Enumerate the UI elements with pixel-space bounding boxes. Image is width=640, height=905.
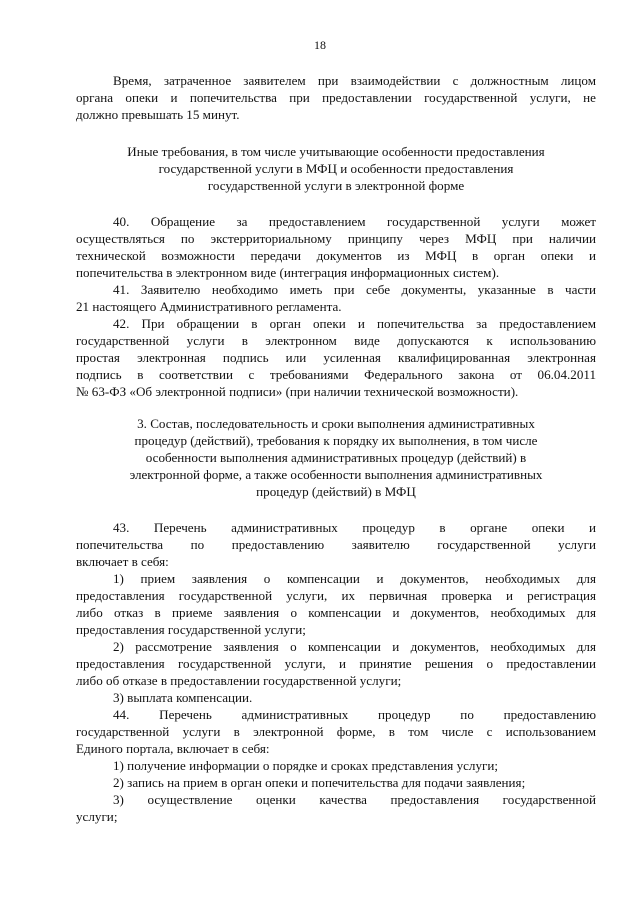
paragraph-line: подпись в соответствии с требованиями Федерального закона от 06.04.2011 (76, 367, 596, 382)
list-item-line: 2) запись на прием в орган опеки и попечительства для подачи заявления; (113, 775, 526, 790)
page-number: 18 (314, 38, 326, 52)
list-item-line: 3) выплата компенсации. (113, 690, 253, 705)
paragraph-line: технической возможности передачи документов из МФЦ в орган опеки и (76, 248, 596, 263)
paragraph-line: 43. Перечень административных процедур в органе опеки и (113, 520, 596, 535)
paragraph-line: Единого портала, включает в себя: (76, 741, 270, 756)
list-item-line: либо об отказе в предоставлении государственной услуги; (76, 673, 402, 688)
heading-line: процедур (действий) в МФЦ (256, 484, 416, 499)
heading-line: государственной услуги в МФЦ и особенности предоставления (158, 161, 514, 176)
intro-line: Время, затраченное заявителем при взаимодействии с должностным лицом (113, 73, 596, 88)
paragraph-line: 44. Перечень административных процедур по предоставлению (113, 707, 596, 722)
list-item-line: предоставления государственной услуги; (76, 622, 306, 637)
paragraph-line: 41. Заявителю необходимо иметь при себе документы, указанные в части (113, 282, 596, 297)
heading-line: 3. Состав, последовательность и сроки выполнения административных (137, 416, 535, 431)
paragraph-line: № 63-ФЗ «Об электронной подписи» (при наличии технической возможности). (76, 384, 519, 399)
list-item-line: 1) прием заявления о компенсации и документов, необходимых для (113, 571, 596, 586)
heading-line: Иные требования, в том числе учитывающие особенности предоставления (127, 144, 545, 159)
intro-line: должно превышать 15 минут. (76, 107, 240, 122)
heading-line: особенности выполнения административных процедур (действий) в (145, 450, 527, 465)
paragraph-line: 21 настоящего Административного регламента. (76, 299, 342, 314)
list-item-line: 2) рассмотрение заявления о компенсации и документов, необходимых для (113, 639, 596, 654)
paragraph-line: попечительства по предоставлению заявителю государственной услуги (76, 537, 596, 552)
paragraph-line: включает в себя: (76, 554, 169, 569)
list-item-line: 3) осуществление оценки качества предоставления государственной (113, 792, 596, 807)
paragraph-line: осуществляться по экстерриториальному принципу через МФЦ при наличии (76, 231, 596, 246)
list-item-line: предоставления государственной услуги, их первичная проверка и регистрация (76, 588, 596, 603)
intro-line: органа опеки и попечительства при предоставлении государственной услуги, не (76, 90, 596, 105)
paragraph-line: попечительства в электронном виде (интеграция информационных систем). (76, 265, 500, 280)
list-item-line: либо отказ в приеме заявления о компенсации и документов, необходимых для (76, 605, 596, 620)
list-item-line: услуги; (76, 809, 118, 824)
paragraph-line: 42. При обращении в орган опеки и попечительства за предоставлением (113, 316, 596, 331)
list-item-line: 1) получение информации о порядке и сроках представления услуги; (113, 758, 499, 773)
paragraph-line: государственной услуги в электронном виде допускаются к использованию (76, 333, 596, 348)
heading-line: государственной услуги в электронной форме (207, 178, 465, 193)
list-item-line: предоставления государственной услуги, и принятие решения о предоставлении (76, 656, 596, 671)
heading-line: процедур (действий), требования к порядку их выполнения, в том числе (134, 433, 538, 448)
paragraph-line: 40. Обращение за предоставлением государственной услуги может (113, 214, 596, 229)
heading-line: электронной форме, а также особенности выполнения административных (129, 467, 543, 482)
paragraph-line: государственной услуги в электронной форме, в том числе с использованием (76, 724, 596, 739)
paragraph-line: простая электронная подпись или усиленная квалифицированная электронная (76, 350, 596, 365)
